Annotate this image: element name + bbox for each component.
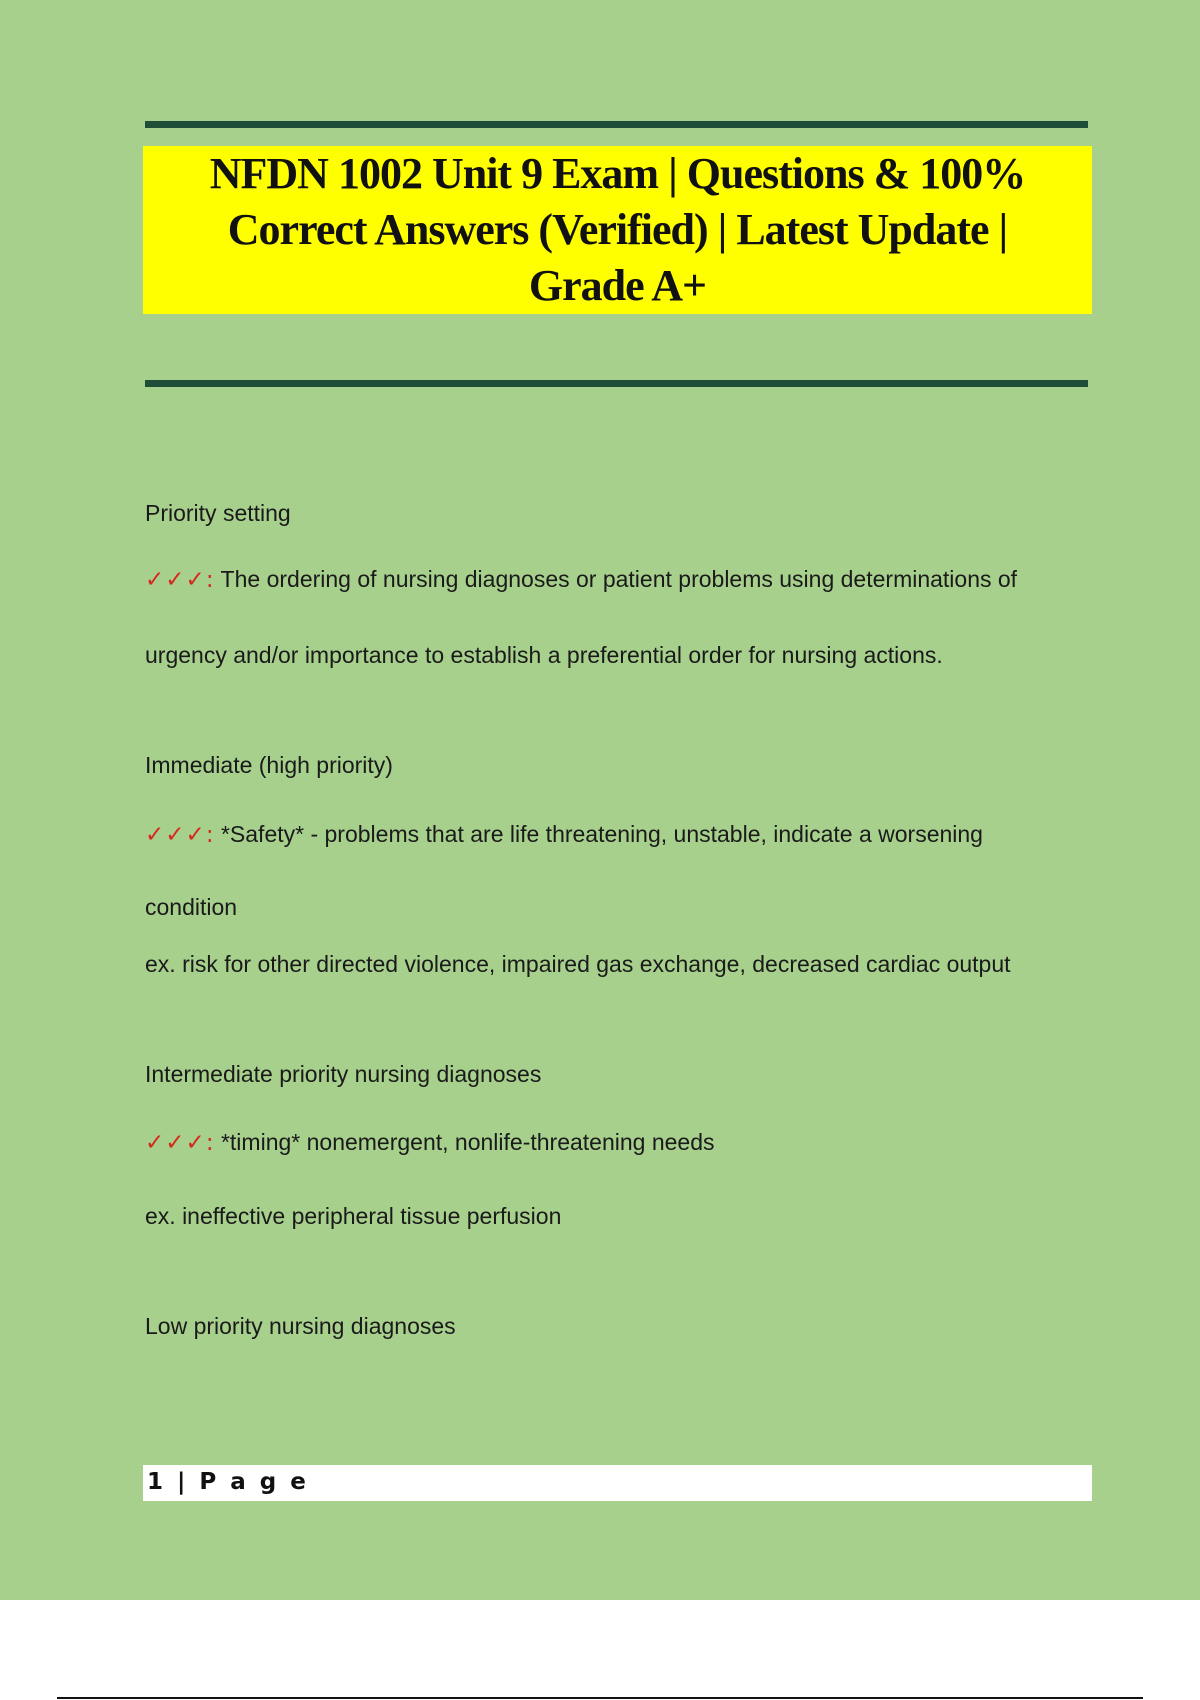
question-term: Intermediate priority nursing diagnoses (145, 1061, 542, 1087)
question-term: Priority setting (145, 500, 291, 526)
answer-text: *Safety* - problems that are life threatening, unstable, indicate a worsening (214, 821, 983, 847)
answer-continuation: condition (145, 894, 238, 920)
page-number: 1 | P a g e (147, 1469, 309, 1495)
document-title: NFDN 1002 Unit 9 Exam | Questions & 100% Correct Answers (Verified) | Latest Update | Grade A+ (209, 149, 1026, 310)
answer-line (145, 821, 983, 848)
answer-line (145, 1129, 715, 1156)
answer-continuation: urgency and/or importance to establish a preferential order for nursing actions. (145, 642, 943, 668)
example-text: ex. risk for other directed violence, impaired gas exchange, decreased cardiac output (145, 951, 1011, 977)
check-mark-icon: ✓✓✓: (145, 567, 215, 593)
check-mark-icon: ✓✓✓: (145, 822, 215, 848)
page-footer (143, 1465, 1092, 1501)
example-text: ex. ineffective peripheral tissue perfusion (145, 1203, 562, 1229)
page-separator-line (57, 1697, 1143, 1699)
top-divider (145, 121, 1088, 128)
answer-text: The ordering of nursing diagnoses or patient problems using determinations of (214, 566, 1018, 592)
check-mark-icon: ✓✓✓: (145, 1130, 215, 1156)
answer-text: *timing* nonemergent, nonlife-threatening needs (214, 1129, 715, 1155)
answer-line (145, 566, 1017, 593)
question-term: Immediate (high priority) (145, 752, 393, 778)
bottom-divider (145, 380, 1088, 387)
title-banner (143, 146, 1092, 314)
question-term: Low priority nursing diagnoses (145, 1313, 456, 1339)
